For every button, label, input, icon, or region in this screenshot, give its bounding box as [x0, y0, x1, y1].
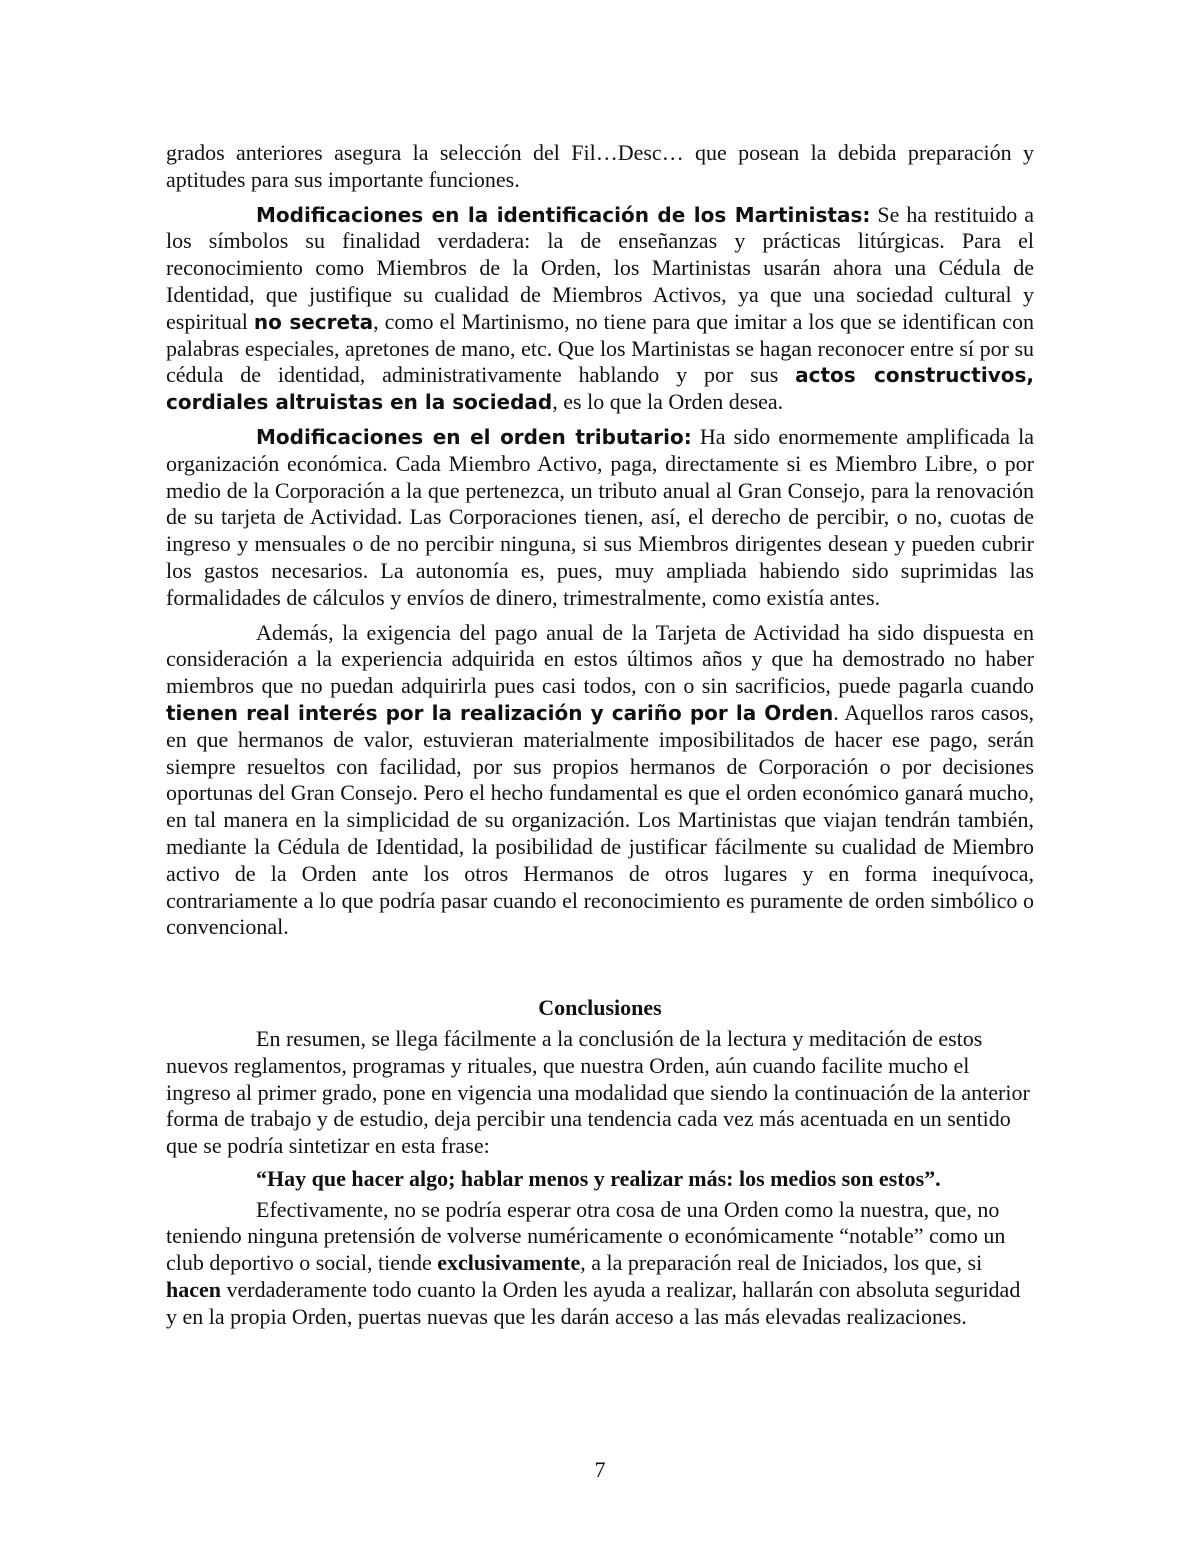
text-span: Además, la exigencia del pago anual de la Tarjeta de Actividad ha sido dispuesta en consideración a la experiencia adquirida en estos últimos años y que ha demostrado no haber miembros que no puedan adquirirla pues casi todos, con o sin sacrificios, puede pagarla cuando [166, 619, 1034, 699]
bold-span: actos constructivos, cordiales altruistas en la sociedad [166, 363, 1034, 415]
paragraph-annual-payment [166, 620, 1034, 942]
text-span: . Aquellos raros casos, en que hermanos de valor, estuvieran materialmente imposibilitados de hacer ese pago, serán siempre resueltos con facilidad, por sus propios hermanos de Corporación o por decisiones oportunas del Gran Consejo. Pero el hecho fundamental es que el orden económico ganará mucho, en tal manera en la simplicidad de su organización. Los Martinistas que viajan tendrán también, mediante la Cédula de Identidad, la posibilidad de justificar fácilmente su cualidad de Miembro activo de la Orden ante los otros Hermanos de otros lugares y en forma inequívoca, contrariamente a lo que podría pasar cuando el reconocimiento es puramente de orden simbólico o convencional. [166, 699, 1035, 940]
conclusions-quote: “Hay que hacer algo; hablar menos y realizar más: los medios son estos”. [256, 1165, 941, 1191]
paragraph-tributary [166, 424, 1034, 612]
bold-span: exclusivamente [437, 1250, 581, 1276]
bold-span: no secreta [253, 309, 374, 334]
paragraph-continuation: grados anteriores asegura la selección del Fil…Desc… que posean la debida preparación y aptitudes para sus importante funciones. [166, 140, 1034, 192]
text-span: , como el Martinismo, no tiene para que imitar a los que se identifican con palabras especiales, apretones de mano, etc. Que los Martinistas se hagan reconocer entre sí por su cédula de identidad, administrativamente hablando y por sus [166, 308, 1035, 388]
text-span: Se ha restituido a los símbolos su finalidad verdadera: la de enseñanzas y prácticas litúrgicas. Para el reconocimiento como Miembros de la Orden, los Martinistas usarán ahora una Cédula de Identidad, que justifique su cualidad de Miembros Activos, ya que una sociedad cultural y espiritual [166, 201, 1034, 334]
text-span: , es lo que la Orden desea. [552, 389, 784, 415]
conclusions-paragraph: En resumen, se llega fácilmente a la conclusión de la lectura y meditación de estos nuevos reglamentos, programas y rituales, que nuestra Orden, aún cuando facilite mucho el ingreso al primer grado, pone en vigencia una modalidad que siendo la continuación de la anterior forma de trabajo y de estudio, deja percibir una tendencia cada vez más acentuada en un sentido que se podría sintetizar en esta frase: [166, 1025, 1030, 1159]
conclusions-heading: Conclusiones [538, 995, 662, 1021]
text-span: verdaderamente todo cuanto la Orden les ayuda a realizar, hallarán con absoluta seguridad y en la propia Orden, puertas nuevas que les darán acceso a las más elevadas realizaciones. [166, 1277, 1021, 1329]
text-span: Efectivamente, no se podría esperar otra cosa de una Orden como la nuestra, que, no teniendo ninguna pretensión de volverse numéricamente o económicamente “notable” como un club deportivo o social, tiende [166, 1196, 1006, 1276]
page-number: 7 [594, 1457, 606, 1482]
identification-heading: Modificaciones en la identificación de los Martinistas: [256, 202, 871, 227]
text-span: Ha sido enormemente amplificada la organización económica. Cada Miembro Activo, paga, directamente si es Miembro Libre, o por medio de la Corporación a la que pertenezca, un tributo anual al Gran Consejo, para la renovación de su tarjeta de Actividad. Las Corporaciones tienen, así, el derecho de percibir, o no, cuotas de ingreso y mensuales o de no percibir ninguna, si sus Miembros dirigentes desean y pueden cubrir los gastos necesarios. La autonomía es, pues, muy ampliada habiendo sido suprimidas las formalidades de cálculos y envíos de dinero, trimestralmente, como existía antes. [166, 423, 1034, 610]
bold-span: tienen real interés por la realización y cariño por la Orden [166, 700, 834, 725]
text-span: , a la preparación real de Iniciados, los que, si [580, 1250, 983, 1276]
tributary-heading: Modificaciones en el orden tributario: [256, 424, 692, 449]
paragraph-identification [166, 202, 1034, 416]
conclusions-final-paragraph [166, 1197, 1034, 1331]
bold-span: hacen [166, 1277, 221, 1303]
